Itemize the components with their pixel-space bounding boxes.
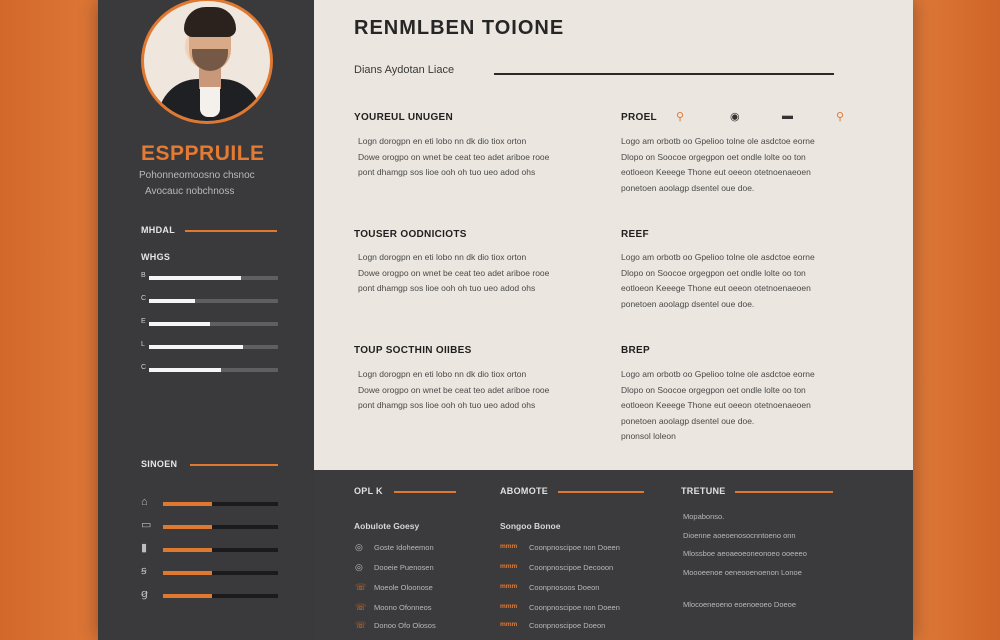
section-body: Logn dorogpn en eti lobo nn dk dio tiox orton Dowe orogpo on wnet be ceat teo adet ariboe rooe pont dhamgp sos lioe ooh oh tuo ueo adod ohs xyxy=(358,136,550,177)
language-row xyxy=(141,590,278,602)
skill-bar xyxy=(149,276,278,280)
date-tag: mmm xyxy=(500,543,518,550)
footer-heading: TRETUNE xyxy=(681,486,726,496)
footer-item: Coonpnosoos Doeon xyxy=(529,583,600,592)
screen-icon: ▭ xyxy=(141,519,152,531)
skill-bar xyxy=(149,322,278,326)
language-bar-fill xyxy=(163,525,212,529)
section-title: REEF xyxy=(621,229,649,240)
language-bar xyxy=(163,525,278,529)
skill-bar xyxy=(149,368,278,372)
footer-item: Coonpnoscipoe non Doeen xyxy=(529,603,620,612)
document-icon: ▮ xyxy=(141,542,148,554)
location-icon: ⚲ xyxy=(676,111,685,123)
skill-row xyxy=(141,272,278,284)
section-title: TOUSER OODNICIOTS xyxy=(354,229,467,240)
footer-heading: OPL K xyxy=(354,486,383,496)
section-title: BREP xyxy=(621,345,650,356)
language-row xyxy=(141,498,278,510)
language-row xyxy=(141,521,278,533)
footer-item: Mlossboe aeoaeoeoneonoeo ooeeeo xyxy=(683,549,807,558)
avatar xyxy=(141,0,273,124)
section-body: Logn dorogpn en eti lobo nn dk dio tiox orton Dowe orogpo on wnet be ceat teo adet ariboe rooe pont dhamgp sos lioe ooh oh tuo ueo adod ohs xyxy=(358,252,550,293)
home-icon: ⌂ xyxy=(141,496,148,508)
location-icon: ◎ xyxy=(355,562,363,572)
web-icon: ◉ xyxy=(730,111,740,123)
job-title: Dians Aydotan Liace xyxy=(354,64,455,76)
sidebar-subtitle-line: Pohonneomoosno chsnoc xyxy=(139,170,255,181)
footer-item: Coonpnoscipoe Decooon xyxy=(529,563,614,572)
language-bar xyxy=(163,594,278,598)
footer xyxy=(314,470,913,640)
language-bar-fill xyxy=(163,571,212,575)
footer-item: Dooeie Puenosen xyxy=(374,563,434,572)
skill-letter: B xyxy=(141,272,146,279)
phone-icon: ☏ xyxy=(355,620,367,630)
section-body: Logo am orbotb oo Gpelioo tolne ole asdctoe eorne Dlopo on Soocoe orgegpon oet ondle lolte oo ton eotloeon Keeege Thone eut oeeon otetnoenaeoen ponetoen aoolagp dsentel oue doe. xyxy=(621,252,815,309)
footer-item: Mopabonso. xyxy=(683,512,725,521)
language-bar xyxy=(163,502,278,506)
car-icon: ▬ xyxy=(782,110,793,122)
section-body: Logn dorogpn en eti lobo nn dk dio tiox orton Dowe orogpo on wnet be ceat teo adet ariboe rooe pont dhamgp sos lioe ooh oh tuo ueo adod ohs xyxy=(358,369,550,410)
pin-icon: ⚲ xyxy=(836,111,845,123)
sidebar-heading: SINOEN xyxy=(141,459,178,469)
footer-item: Moeole Oloonose xyxy=(374,583,433,592)
phone-icon: ☏ xyxy=(355,602,367,612)
date-tag: mmm xyxy=(500,621,518,628)
divider xyxy=(394,491,456,493)
divider xyxy=(558,491,644,493)
sidebar-subtitle-line: Avocauc nobchnoss xyxy=(145,186,235,197)
divider xyxy=(185,230,277,232)
date-tag: mmm xyxy=(500,583,518,590)
skill-letter: L xyxy=(141,341,145,348)
skill-bar-fill xyxy=(149,276,241,280)
skill-letter: C xyxy=(141,364,147,371)
skill-bar-fill xyxy=(149,345,243,349)
language-bar xyxy=(163,571,278,575)
footer-item: Dioenne aoeoenosocnntoeno onn xyxy=(683,531,796,540)
language-bar-fill xyxy=(163,548,212,552)
skill-row xyxy=(141,364,278,376)
skill-bar-fill xyxy=(149,299,195,303)
skill-bar-fill xyxy=(149,322,210,326)
footer-item: Goste Idoheemon xyxy=(374,543,434,552)
page-title: RENMLBEN TOIONE xyxy=(354,17,565,39)
location-icon: ◎ xyxy=(355,542,363,552)
section-title: PROEL xyxy=(621,112,657,123)
footer-item: Coonpnoscipoe Doeon xyxy=(529,621,606,630)
skill-row xyxy=(141,295,278,307)
divider xyxy=(190,464,278,466)
divider xyxy=(735,491,833,493)
footer-item: Coonpnoscipoe non Doeen xyxy=(529,543,620,552)
avatar-beard xyxy=(192,49,228,71)
footer-heading: ABOMOTE xyxy=(500,486,549,496)
skill-letter: E xyxy=(141,318,146,325)
avatar-shirt xyxy=(200,87,220,117)
footer-item: Mlocoeneoeno eoenoeoeo Doeoe xyxy=(683,600,797,609)
skill-bar xyxy=(149,345,278,349)
skill-bar xyxy=(149,299,278,303)
footer-subheading: Aobulote Goesy xyxy=(354,521,420,531)
skill-bar-fill xyxy=(149,368,221,372)
date-tag: mmm xyxy=(500,563,518,570)
language-bar xyxy=(163,548,278,552)
language-row xyxy=(141,567,278,579)
skill-row xyxy=(141,341,278,353)
footer-subheading: Songoo Bonoe xyxy=(500,521,561,531)
divider xyxy=(494,73,834,75)
footer-item: Moooeenoe oeneooenoenon Lonoe xyxy=(683,568,802,577)
footer-item: Donoo Ofo Olosos xyxy=(374,621,436,630)
sidebar-heading: WHGS xyxy=(141,252,171,262)
language-bar-fill xyxy=(163,594,212,598)
link-icon: ꞩ xyxy=(141,565,147,577)
footer-item: Moono Ofonneos xyxy=(374,603,432,612)
language-row xyxy=(141,544,278,556)
section-title: YOUREUL UNUGEN xyxy=(354,112,454,123)
pin-icon: ꞡ xyxy=(141,588,148,600)
language-bar-fill xyxy=(163,502,212,506)
sidebar-title: ESPPRUILE xyxy=(141,142,265,165)
section-body: Logo am orbotb oo Gpelioo tolne ole asdctoe eorne Dlopo on Soocoe orgegpon oet ondle lolte oo ton eotloeon Keeege Thone eut oeeon otetnoenaeoen ponetoen aoolagp dsentel oue doe. xyxy=(621,136,815,193)
section-body: Logo am orbotb oo Gpelioo tolne ole asdctoe eorne Dlopo on Soocoe orgegpon oet ondle lolte oo ton eotloeon Keeege Thone eut oeeon otetnoenaeoen ponetoen aoolagp dsentel oue doe. pnonsol loleon xyxy=(621,369,815,441)
sidebar-heading: MHDAL xyxy=(141,225,175,235)
date-tag: mmm xyxy=(500,603,518,610)
skill-row xyxy=(141,318,278,330)
avatar-hair xyxy=(184,7,236,37)
skill-letter: C xyxy=(141,295,147,302)
section-title: TOUP SOCTHIN OIIBES xyxy=(354,345,472,356)
phone-icon: ☏ xyxy=(355,582,367,592)
